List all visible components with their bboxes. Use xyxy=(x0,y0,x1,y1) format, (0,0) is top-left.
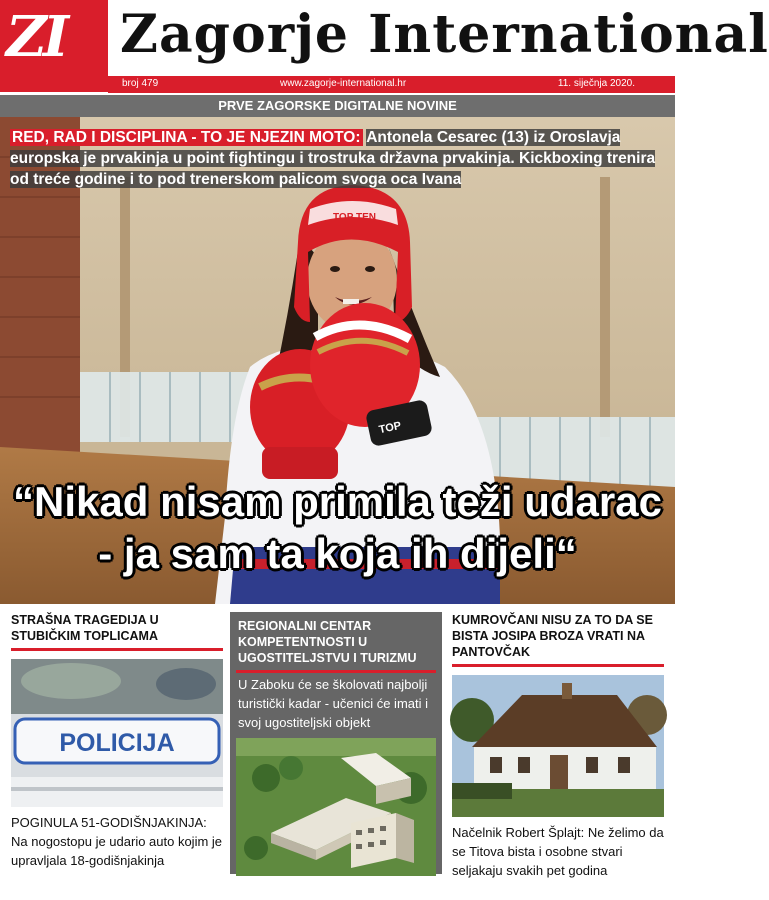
police-photo[interactable] xyxy=(11,659,223,807)
svg-text:TOP: TOP xyxy=(377,419,403,437)
article-tragedy[interactable] xyxy=(11,612,223,870)
building-rendering[interactable] xyxy=(236,738,436,876)
article-summary: Načelnik Robert Šplajt: Ne želimo da se Titova bista i osobne stvari seljakaju svakih pet godina xyxy=(452,825,664,878)
police-car-illustration xyxy=(11,659,223,807)
article-title[interactable]: STRAŠNA TRAGEDIJA U STUBIČKIM TOPLICAMA xyxy=(11,613,159,643)
house-photo[interactable] xyxy=(452,675,664,817)
hero-quote-line-2[interactable]: - ja sam ta koja ih dijeli“ xyxy=(98,530,577,577)
tagline-bar xyxy=(0,95,675,117)
article-kumrovec[interactable] xyxy=(452,612,664,880)
police-sign-text: POLICIJA xyxy=(59,729,175,757)
article-title[interactable]: REGIONALNI CENTAR KOMPETENTNOSTI U UGOSTITELJSTVU I TURIZMU xyxy=(238,619,417,665)
building-illustration xyxy=(236,738,436,876)
issue-date: 11. siječnja 2020. xyxy=(557,78,635,89)
svg-text:TOP TEN: TOP TEN xyxy=(333,212,376,223)
hero-quote-line-1[interactable]: “Nikad nisam primila teži udarac xyxy=(13,478,662,525)
website-link[interactable]: www.zagorje-international.hr xyxy=(280,78,407,89)
article-regional-center[interactable] xyxy=(230,612,442,874)
hero-lead[interactable] xyxy=(10,127,670,190)
issue-number: broj 479 xyxy=(122,78,159,89)
tagline: PRVE ZAGORSKE DIGITALNE NOVINE xyxy=(218,98,457,113)
newspaper-title[interactable]: Zagorje International xyxy=(120,4,769,65)
logo[interactable] xyxy=(0,0,108,92)
article-summary: POGINULA 51-GODIŠNJAKINJA: Na nogostopu je udario auto kojim je upravljala 18-godišnjakinja xyxy=(11,815,223,868)
house-illustration xyxy=(452,675,664,817)
logo-text: ZI xyxy=(6,4,66,70)
divider xyxy=(11,648,223,651)
article-summary: U Zaboku će se školovati najbolji turistički kadar - učenici će imati i svoj ugostiteljski objekt xyxy=(238,677,428,730)
divider xyxy=(452,664,664,667)
hero-lead-text: Antonela Cesarec (13) iz Oroslavja europska je prvakinja u point fightingu i trostruka državna prvakinja. Kickboxing trenira od treće godine i to pod trenerskom palicom svoga oca Ivana xyxy=(10,129,656,188)
article-title[interactable]: KUMROVČANI NISU ZA TO DA SE BISTA JOSIPA BROZA VRATI NA PANTOVČAK xyxy=(452,613,653,659)
hero-kicker: RED, RAD I DISCIPLINA - TO JE NJEZIN MOTO: xyxy=(12,129,361,146)
info-bar xyxy=(108,76,675,93)
